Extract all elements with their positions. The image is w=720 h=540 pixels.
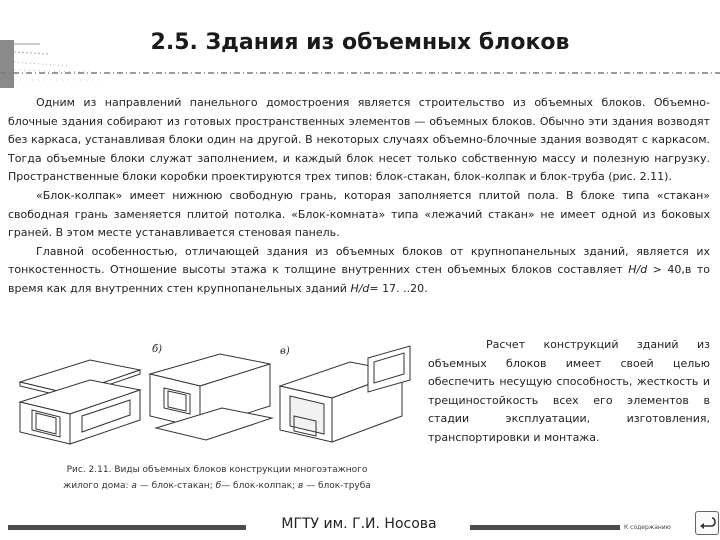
paragraph-thin-walls-c: = 17. ..20. [369,281,428,295]
caption-letter-a: а [131,481,137,491]
paragraph-thin-walls [8,243,710,299]
figure-block-types [12,340,422,448]
ratio-symbol: H/d [350,281,370,295]
label-v: в) [280,346,290,357]
title-divider [0,71,720,75]
caption-text-a: — блок-стакан; [136,481,216,491]
caption-prefix: жилого дома: [63,481,132,491]
block-glass-drawing [20,360,140,444]
back-to-contents-link[interactable]: К содержанию [624,524,671,531]
paragraph-block-types: «Блок-колпак» имеет нижнюю свободную грань, которая заполняется плитой пола. В блоке типа «стакан» свободная грань заменяется плитой потолка. «Блок-комната» типа «лежачий стакан» не имеет одной из боковых граней. В этом месте устанавливается стеновая панель. [8,188,710,240]
caption-line-1: Рис. 2.11. Виды объемных блоков конструкции многоэтажного [66,465,368,475]
figure-caption [20,462,414,494]
caption-text-v: — блок-труба [303,481,371,491]
page-title: 2.5. Здания из объемных блоков [150,30,570,55]
paragraph-thin-walls-a: Главной особенностью, отличающей здания из объемных блоков от крупнопанельных зданий, является их тонкостенность. Отношение высоты этажа к толщине внутренних стен объемных блоков составляет [8,244,710,277]
caption-text-b: — блок-колпак; [221,481,298,491]
ratio-symbol: H/d [628,263,648,277]
return-arrow-icon[interactable] [695,511,719,535]
paragraph-intro: Одним из направлений панельного домостроения является строительство из объемных блоков. Объемно-блочные здания собирают из готовых пространственных элементов — объемных блоков. Обычно эти здания возводят без каркаса, устанавливая блоки один на другой. В некоторых случаях объемно-блочные здания возводят с каркасом. Тогда объемные блоки служат заполнением, и каждый блок несет только собственную массу и полезную нагрузку. Пространственные блоки коробки проектируются трех типов: блок-стакан, блок-колпак и блок-труба (рис. 2.11). [8,96,710,184]
caption-letter-b: б [215,481,222,491]
caption-letter-v: в [297,481,304,491]
block-cap-drawing [150,354,272,440]
side-text [428,336,710,448]
paragraph-calculation: Расчет конструкций зданий из объемных блоков имеет своей целью обеспечить несущую способность, жесткость и трещиностойкость всех его элементов в стадии эксплуатации, изготовления, транспортировки и монтажа. [428,338,710,444]
caption-line-2 [20,478,414,494]
footer-rule-left [8,525,246,530]
label-b: б) [152,344,163,355]
footer-university: МГТУ им. Г.И. Носова [281,516,437,532]
body-text [8,94,710,299]
footer-rule-right [470,525,620,530]
paragraph-thin-walls-b: > 40,в то время как для внутренних стен крупнопанельных зданий [8,263,710,295]
block-tube-drawing [280,346,410,442]
